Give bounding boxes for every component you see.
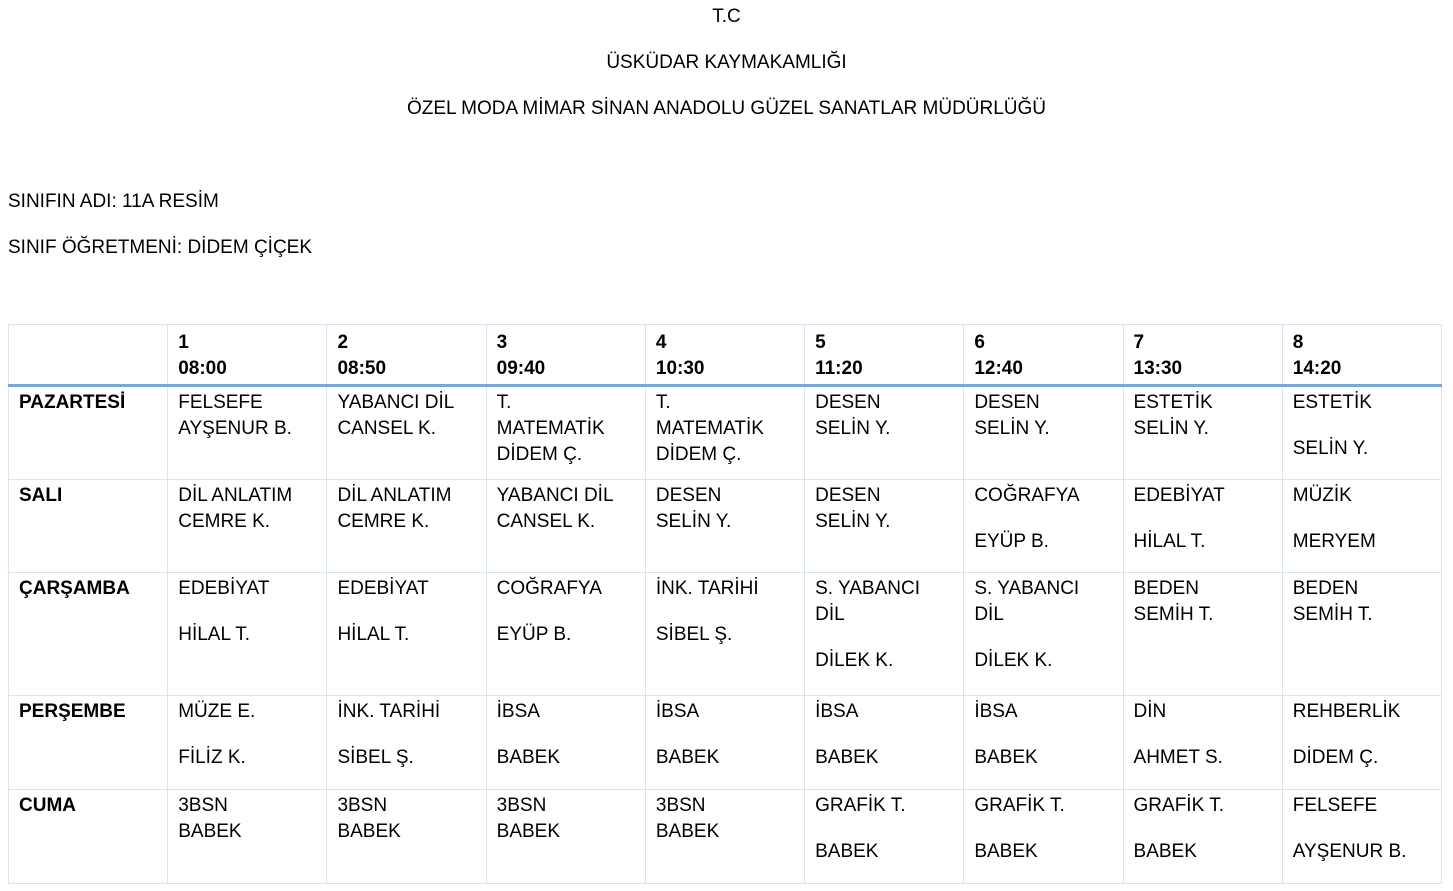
lesson-cell: [805, 790, 964, 884]
teacher-name: AHMET S.: [1133, 747, 1223, 768]
lesson-cell: [168, 573, 327, 696]
lesson-name: İBSA: [974, 701, 1018, 722]
period-number: 7: [1133, 332, 1145, 353]
teacher-name: HİLAL T.: [337, 624, 410, 645]
lesson-cell: [964, 696, 1123, 790]
teacher-name: SEMİH T.: [1292, 604, 1373, 625]
teacher-name: BABEK: [1133, 841, 1197, 862]
period-header-1: [168, 325, 327, 386]
line-gap: [337, 602, 475, 622]
lesson-name: 3BSN: [178, 795, 228, 816]
lesson-name: FELSEFE: [178, 392, 263, 413]
lesson-name: DİL: [815, 604, 845, 625]
table-row: [9, 696, 1442, 790]
lesson-cell: [645, 790, 804, 884]
line-gap: [1293, 416, 1431, 436]
lesson-cell: [327, 790, 486, 884]
lesson-cell: [486, 573, 645, 696]
teacher-name: CANSEL K.: [496, 511, 596, 532]
line-gap: [1293, 509, 1431, 529]
teacher-name: DİLEK K.: [974, 650, 1053, 671]
lesson-name: REHBERLİK: [1292, 701, 1401, 722]
lesson-name: İNK. TARİHİ: [655, 578, 759, 599]
lesson-name: EDEBİYAT: [337, 578, 429, 599]
teacher-name: SİBEL Ş.: [337, 747, 414, 768]
header-kaymakamlik: ÜSKÜDAR KAYMAKAMLIĞI: [606, 52, 847, 73]
teacher-name: BABEK: [337, 821, 401, 842]
teacher-name: MERYEM: [1292, 531, 1376, 552]
lesson-name: EDEBİYAT: [178, 578, 270, 599]
lesson-cell: [805, 573, 964, 696]
lesson-cell: [964, 386, 1123, 480]
lesson-cell: [327, 696, 486, 790]
teacher-name: SİBEL Ş.: [655, 624, 733, 645]
lesson-name: MÜZE E.: [178, 701, 256, 722]
lesson-name: DİL ANLATIM: [337, 485, 452, 506]
period-time: 13:30: [1133, 358, 1183, 379]
teacher-name: BABEK: [815, 841, 879, 862]
period-header-3: [486, 325, 645, 386]
lesson-cell: [645, 696, 804, 790]
period-header-5: [805, 325, 964, 386]
period-number: 1: [178, 332, 189, 353]
period-header-7: [1123, 325, 1282, 386]
teacher-name: DİDEM Ç.: [655, 444, 742, 465]
line-gap: [337, 725, 475, 745]
lesson-name: YABANCI DİL: [496, 485, 614, 506]
lesson-name: GRAFİK T.: [1133, 795, 1224, 816]
teacher-name: AYŞENUR B.: [1292, 841, 1407, 862]
lesson-name: İBSA: [655, 701, 700, 722]
teacher-name: BABEK: [655, 821, 720, 842]
class-teacher-label: SINIF ÖĞRETMENİ: DİDEM ÇİÇEK: [8, 237, 313, 258]
lesson-cell: [964, 480, 1123, 573]
header-tc: T.C: [712, 6, 741, 27]
line-gap: [815, 819, 953, 839]
lesson-name: YABANCI DİL: [337, 392, 455, 413]
teacher-name: BABEK: [974, 841, 1038, 862]
lesson-name: S. YABANCI: [815, 578, 920, 599]
teacher-name: BABEK: [974, 747, 1038, 768]
day-label-sali: SALI: [9, 480, 168, 573]
lesson-cell: [1282, 790, 1441, 884]
lesson-name: İNK. TARİHİ: [337, 701, 441, 722]
day-label-cuma: CUMA: [9, 790, 168, 884]
day-label-persembe: PERŞEMBE: [9, 696, 168, 790]
lesson-cell: [1282, 573, 1441, 696]
period-header-2: [327, 325, 486, 386]
lesson-cell: [805, 386, 964, 480]
lesson-cell: [1282, 696, 1441, 790]
teacher-name: SELİN Y.: [655, 511, 732, 532]
lesson-name: T.: [655, 392, 671, 413]
teacher-name: SELİN Y.: [974, 418, 1050, 439]
line-gap: [974, 725, 1112, 745]
lesson-name: MATEMATİK: [655, 418, 764, 439]
lesson-cell: [964, 573, 1123, 696]
lesson-name: DESEN: [655, 485, 722, 506]
lesson-name: GRAFİK T.: [815, 795, 906, 816]
period-time: 14:20: [1292, 358, 1342, 379]
lesson-name: BEDEN: [1292, 578, 1359, 599]
line-gap: [974, 819, 1112, 839]
lesson-name: BEDEN: [1133, 578, 1199, 599]
teacher-name: EYÜP B.: [496, 624, 572, 645]
lesson-name: MATEMATİK: [496, 418, 605, 439]
teacher-name: SELİN Y.: [1292, 438, 1369, 459]
teacher-name: BABEK: [496, 821, 561, 842]
lesson-cell: [327, 480, 486, 573]
lesson-name: ESTETİK: [1133, 392, 1213, 413]
line-gap: [178, 725, 316, 745]
lesson-name: S. YABANCI: [974, 578, 1080, 599]
lesson-cell: [168, 790, 327, 884]
lesson-name: İBSA: [496, 701, 540, 722]
teacher-name: HİLAL T.: [1133, 531, 1206, 552]
lesson-cell: [1123, 573, 1282, 696]
line-gap: [656, 725, 794, 745]
lesson-name: COĞRAFYA: [496, 578, 602, 599]
line-gap: [1293, 819, 1431, 839]
class-name-label: SINIFIN ADI: 11A RESİM: [8, 191, 219, 212]
teacher-name: DİDEM Ç.: [1292, 747, 1379, 768]
lesson-name: DİL: [974, 604, 1004, 625]
lesson-name: EDEBİYAT: [1133, 485, 1225, 506]
teacher-name: BABEK: [496, 747, 561, 768]
period-number: 4: [655, 332, 667, 353]
lesson-cell: [1282, 480, 1441, 573]
lesson-cell: [1123, 386, 1282, 480]
lesson-name: DESEN: [974, 392, 1040, 413]
teacher-name: BABEK: [815, 747, 879, 768]
lesson-cell: [1123, 480, 1282, 573]
lesson-name: GRAFİK T.: [974, 795, 1065, 816]
header-school-name: ÖZEL MODA MİMAR SİNAN ANADOLU GÜZEL SANATLAR MÜDÜRLÜĞÜ: [406, 98, 1047, 119]
period-number: 3: [496, 332, 508, 353]
line-gap: [974, 628, 1112, 648]
lesson-name: COĞRAFYA: [974, 485, 1080, 506]
lesson-cell: [1123, 790, 1282, 884]
lesson-name: 3BSN: [337, 795, 388, 816]
line-gap: [1293, 725, 1431, 745]
teacher-name: EYÜP B.: [974, 531, 1049, 552]
teacher-name: HİLAL T.: [178, 624, 251, 645]
line-gap: [497, 725, 635, 745]
lesson-name: İBSA: [815, 701, 859, 722]
period-time: 11:20: [815, 358, 863, 379]
line-gap: [1134, 725, 1272, 745]
lesson-cell: [168, 696, 327, 790]
lesson-name: DİL ANLATIM: [178, 485, 293, 506]
lesson-cell: [486, 696, 645, 790]
timetable-header-row: [9, 325, 1442, 386]
lesson-name: 3BSN: [496, 795, 547, 816]
lesson-name: DESEN: [815, 485, 881, 506]
lesson-name: T.: [496, 392, 512, 413]
teacher-name: BABEK: [178, 821, 242, 842]
lesson-name: DİN: [1133, 701, 1167, 722]
lesson-cell: [964, 790, 1123, 884]
table-row: [9, 386, 1442, 480]
lesson-name: ESTETİK: [1292, 392, 1372, 413]
line-gap: [656, 602, 794, 622]
lesson-cell: [168, 386, 327, 480]
teacher-name: FİLİZ K.: [178, 747, 246, 768]
period-number: 6: [974, 332, 985, 353]
teacher-name: DİLEK K.: [815, 650, 894, 671]
day-label-pazartesi: PAZARTESİ: [9, 386, 168, 480]
lesson-cell: [486, 480, 645, 573]
period-time: 09:40: [496, 358, 546, 379]
lesson-cell: [327, 573, 486, 696]
table-row: [9, 790, 1442, 884]
line-gap: [974, 509, 1112, 529]
lesson-cell: [1282, 386, 1441, 480]
timetable: [8, 324, 1442, 884]
lesson-name: 3BSN: [655, 795, 706, 816]
lesson-cell: [486, 790, 645, 884]
period-header-6: [964, 325, 1123, 386]
teacher-name: DİDEM Ç.: [496, 444, 583, 465]
period-number: 2: [337, 332, 349, 353]
lesson-cell: [645, 573, 804, 696]
lesson-cell: [805, 696, 964, 790]
day-label-carsamba: ÇARŞAMBA: [9, 573, 168, 696]
lesson-name: MÜZİK: [1292, 485, 1352, 506]
line-gap: [1134, 509, 1272, 529]
period-header-8: [1282, 325, 1441, 386]
lesson-cell: [805, 480, 964, 573]
teacher-name: CANSEL K.: [337, 418, 436, 439]
period-time: 10:30: [655, 358, 705, 379]
period-time: 12:40: [974, 358, 1023, 379]
lesson-cell: [1123, 696, 1282, 790]
teacher-name: BABEK: [655, 747, 720, 768]
teacher-name: SEMİH T.: [1133, 604, 1214, 625]
lesson-cell: [327, 386, 486, 480]
line-gap: [178, 602, 316, 622]
table-row: [9, 480, 1442, 573]
teacher-name: SELİN Y.: [815, 511, 891, 532]
line-gap: [815, 628, 953, 648]
corner-cell: [9, 325, 168, 386]
lesson-name: DESEN: [815, 392, 881, 413]
period-number: 5: [815, 332, 826, 353]
teacher-name: SELİN Y.: [1133, 418, 1209, 439]
lesson-cell: [645, 386, 804, 480]
lesson-name: FELSEFE: [1292, 795, 1378, 816]
lesson-cell: [645, 480, 804, 573]
table-row: [9, 573, 1442, 696]
period-header-4: [645, 325, 804, 386]
period-time: 08:50: [337, 358, 387, 379]
teacher-name: CEMRE K.: [178, 511, 271, 532]
line-gap: [815, 725, 953, 745]
teacher-name: AYŞENUR B.: [178, 418, 292, 439]
line-gap: [497, 602, 635, 622]
lesson-cell: [486, 386, 645, 480]
lesson-cell: [168, 480, 327, 573]
teacher-name: SELİN Y.: [815, 418, 891, 439]
period-time: 08:00: [178, 358, 227, 379]
period-number: 8: [1292, 332, 1304, 353]
line-gap: [1134, 819, 1272, 839]
teacher-name: CEMRE K.: [337, 511, 430, 532]
